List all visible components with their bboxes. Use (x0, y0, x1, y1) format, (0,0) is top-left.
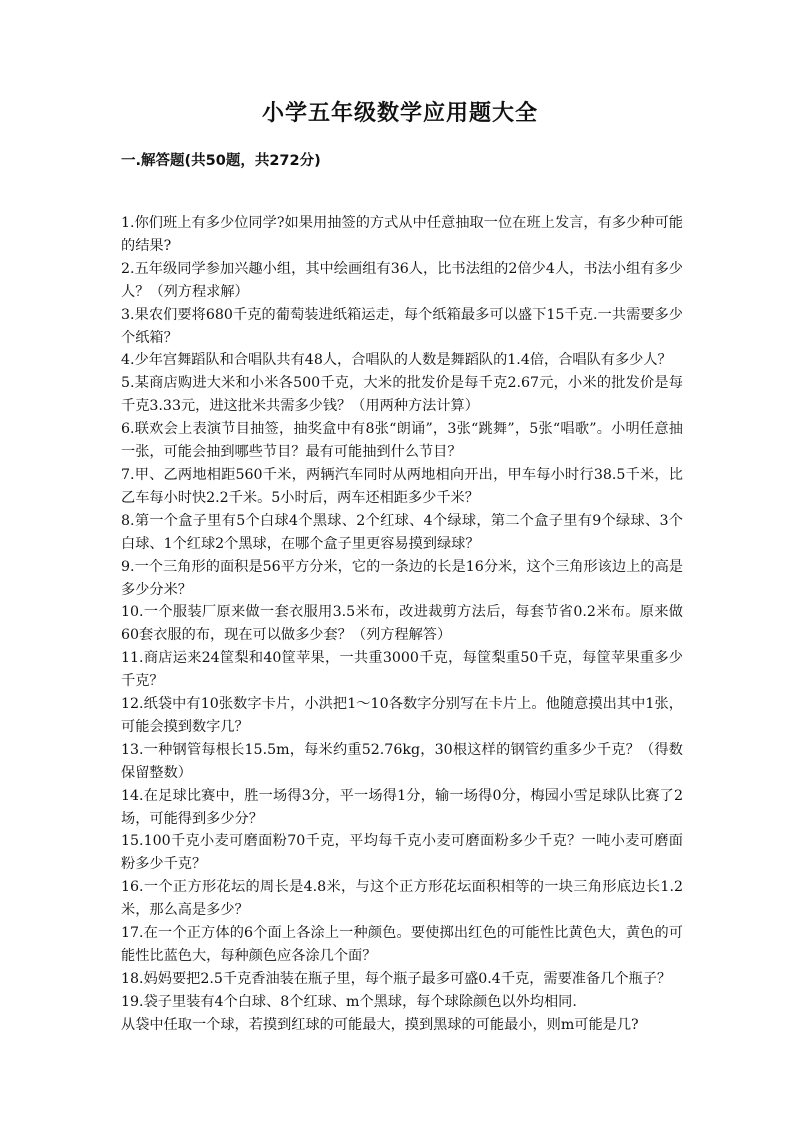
question-item: 4.少年宫舞蹈队和合唱队共有48人，合唱队的人数是舞蹈队的1.4倍，合唱队有多少人？ (121, 352, 672, 369)
question-item: 1.你们班上有多少位同学?如果用抽签的方式从中任意抽取一位在班上发言，有多少种可能的结果? (121, 215, 683, 254)
section-heading: 一.解答题(共50题，共272分) (121, 153, 321, 169)
question-item: 6.联欢会上表演节目抽签，抽奖盒中有8张“朗诵”，3张“跳舞”，5张“唱歌”。小明任意抽一张，可能会抽到哪些节目？最有可能抽到什么节目？ (121, 421, 683, 461)
question-list (121, 212, 683, 1037)
question-item: 15.100千克小麦可磨面粉70千克，平均每千克小麦可磨面粉多少千克？一吨小麦可磨面粉多少千克？ (121, 833, 683, 873)
question-item: 12.纸袋中有10张数字卡片，小洪把1～10各数字分别写在卡片上。他随意摸出其中1张，可能会摸到数字几？ (121, 696, 683, 735)
question-item: 8.第一个盒子里有5个白球4个黑球、2个红球、4个绿球，第二个盒子里有9个绿球、3个白球、1个红球2个黑球，在哪个盒子里更容易摸到绿球？ (121, 512, 683, 552)
question-item: 11.商店运来24筐梨和40筐苹果，一共重3000千克，每筐梨重50千克，每筐苹果重多少千克？ (121, 650, 683, 690)
question-item: 7.甲、乙两地相距560千米，两辆汽车同时从两地相向开出，甲车每小时行38.5千米，比乙车每小时快2.2千米。5小时后，两车还相距多少千米？ (121, 466, 683, 506)
question-item: 2.五年级同学参加兴趣小组，其中绘画组有36人，比书法组的2倍少4人，书法小组有多少人？（列方程求解） (121, 260, 683, 300)
question-item: 3.果农们要将680千克的葡萄装进纸箱运走，每个纸箱最多可以盛下15千克.一共需要多少个纸箱？ (121, 306, 683, 346)
question-item: 18.妈妈要把2.5千克香油装在瓶子里，每个瓶子最多可盛0.4千克，需要准备几个瓶子？ (121, 970, 672, 987)
question-item: 13.一种钢管每根长15.5m，每米约重52.76kg，30根这样的钢管约重多少千克？（得数保留整数） (121, 741, 683, 781)
question-item: 14.在足球比赛中，胜一场得3分，平一场得1分，输一场得0分，梅园小雪足球队比赛了2场，可能得到多少分？ (121, 787, 683, 827)
question-item-continuation: 从袋中任取一个球，若摸到红球的可能最大，摸到黑球的可能最小，则m可能是几? (121, 1016, 639, 1033)
question-item: 9.一个三角形的面积是56平方分米，它的一条边的长是16分米，这个三角形该边上的高是多少分米？ (121, 558, 683, 598)
question-item: 10.一个服装厂原来做一套衣服用3.5米布，改进裁剪方法后，每套节省0.2米布。原来做60套衣服的布，现在可以做多少套？（列方程解答） (121, 604, 683, 644)
question-item: 19.袋子里装有4个白球、8个红球、m个黑球，每个球除颜色以外均相同. (121, 993, 577, 1010)
document-title: 小学五年级数学应用题大全 (261, 101, 538, 126)
question-item: 16.一个正方形花坛的周长是4.8米，与这个正方形花坛面积相等的一块三角形底边长1.2米，那么高是多少？ (121, 879, 683, 919)
question-item: 17.在一个正方体的6个面上各涂上一种颜色。要使掷出红色的可能性比黄色大，黄色的可能性比蓝色大，每种颜色应各涂几个面？ (121, 925, 683, 964)
question-item: 5.某商店购进大米和小米各500千克，大米的批发价是每千克2.67元，小米的批发价是每千克3.33元，进这批米共需多少钱？（用两种方法计算） (121, 375, 683, 415)
